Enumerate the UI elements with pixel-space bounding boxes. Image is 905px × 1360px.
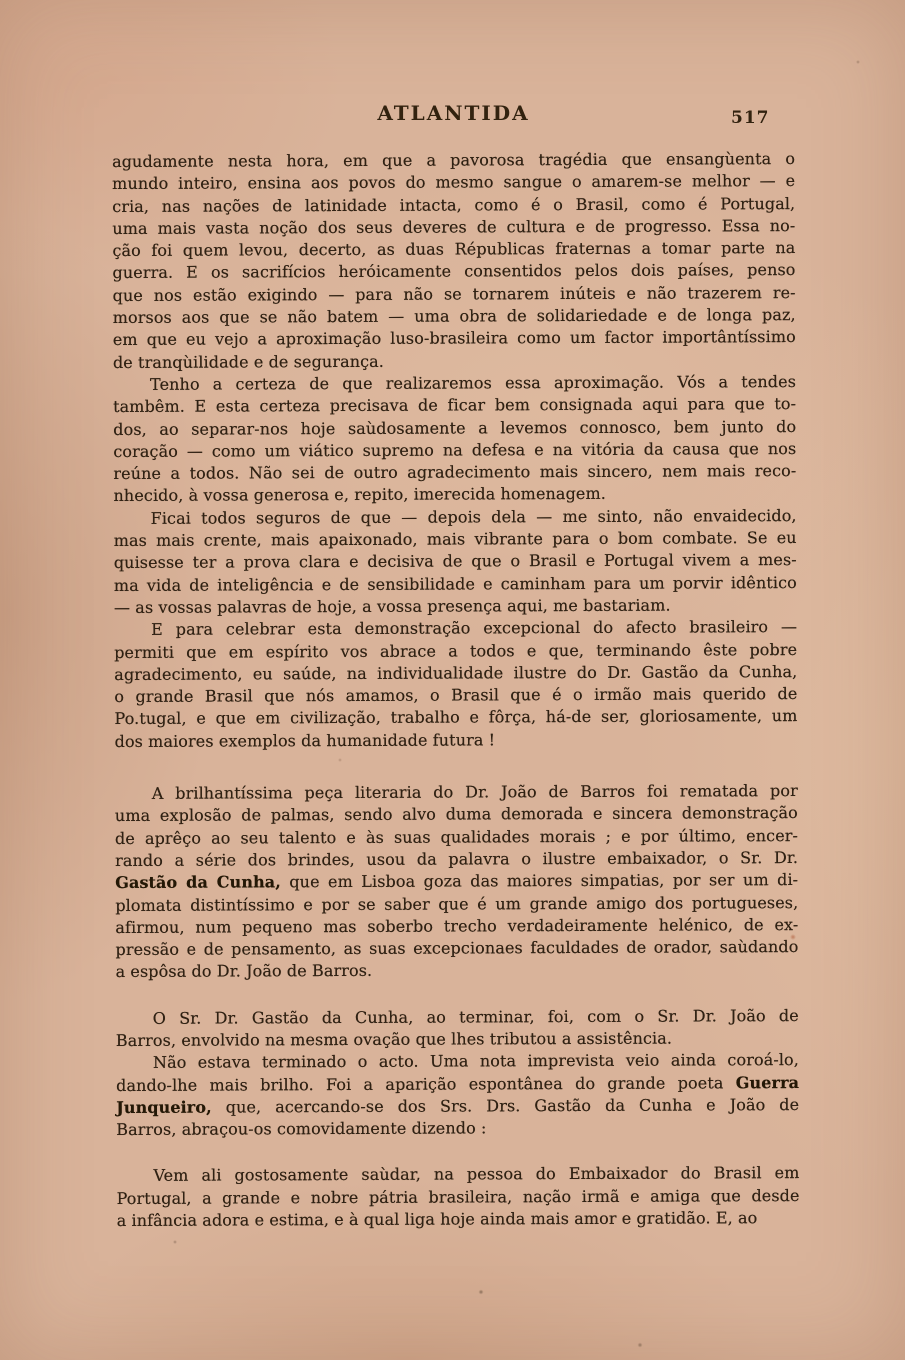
text-line: plomata distintíssimo e por se saber que é um grande amigo dos portugueses, bbox=[115, 892, 799, 915]
text-line: E para celebrar esta demonstração excepcional do afecto brasileiro — bbox=[151, 617, 798, 640]
paragraph-7 bbox=[116, 1049, 799, 1141]
text-line: dando-lhe mais brilho. Foi a aparição espontânea do grande poeta Guerra bbox=[116, 1072, 800, 1095]
text-line: — as vossas palavras de hoje, a vossa presença aqui, me bastariam. bbox=[113, 595, 671, 617]
text-line: Não estava terminado o acto. Uma nota imprevista veio ainda coroá-lo, bbox=[152, 1050, 800, 1073]
running-title: ATLANTIDA bbox=[377, 101, 530, 125]
paragraph-6 bbox=[116, 1005, 799, 1053]
text-line: guerra. E os sacrifícios heróicamente consentidos pelos dois países, penso bbox=[112, 260, 796, 283]
text-line: Ficai todos seguros de que — depois dela — me sinto, não envaidecido, bbox=[150, 505, 797, 528]
paragraph-4 bbox=[114, 616, 798, 753]
text-line: Vem ali gostosamente saùdar, na pessoa do Embaixador do Brasil em bbox=[153, 1163, 800, 1186]
text-line: quisesse ter a prova clara e decisiva de que o Brasil e Portugal vivem a mes- bbox=[113, 550, 797, 573]
text-line: agradecimento, eu saúde, na individualidade ilustre do Dr. Gastão da Cunha, bbox=[114, 661, 798, 684]
paragraph-8 bbox=[116, 1162, 799, 1232]
text-line: nhecido, à vossa generosa e, repito, imerecida homenagem. bbox=[113, 484, 606, 506]
text-line: pressão e de pensamento, as suas excepcionaes faculdades de orador, saùdando bbox=[115, 937, 799, 960]
text-line: Portugal, a grande e nobre pátria brasileira, nação irmã e amiga que desde bbox=[116, 1185, 800, 1208]
text-line: permiti que em espírito vos abrace a todos e que, terminando êste pobre bbox=[114, 639, 798, 662]
text-line: coração — como um viático supremo na defesa e na vitória da causa que nos bbox=[113, 438, 797, 461]
text-line: afirmou, num pequeno mas soberbo trecho verdadeiramente helénico, de ex- bbox=[115, 914, 799, 937]
paragraph-5 bbox=[115, 780, 799, 984]
text-block bbox=[112, 148, 800, 1232]
text-line: de tranqùilidade e de segurança. bbox=[112, 351, 385, 372]
text-line: Tenho a certeza de que realizaremos essa aproximação. Vós a tendes bbox=[149, 371, 797, 394]
text-line: em que eu vejo a aproximação luso-brasileira como um factor importântíssimo bbox=[112, 327, 796, 350]
text-line: Barros, envolvido na mesma ovação que lhes tributou a assistência. bbox=[115, 1028, 673, 1050]
text-line: dos maiores exemplos da humanidade futura ! bbox=[114, 730, 496, 751]
text-line: reúne a todos. Não sei de outro agradecimento mais sincero, nem mais reco- bbox=[113, 461, 797, 484]
text-line: morsos aos que se não batem — uma obra de solidariedade e de longa paz, bbox=[112, 305, 796, 328]
text-line: agudamente nesta hora, em que a pavorosa tragédia que ensangùenta o bbox=[112, 149, 796, 171]
text-line: Barros, abraçou-os comovidamente dizendo : bbox=[116, 1118, 487, 1140]
text-line: dos, ao separar-nos hoje saùdosamente a levemos connosco, bem junto do bbox=[113, 416, 797, 439]
text-line: Junqueiro, que, acercando-se dos Srs. Drs. Gastão da Cunha e João de bbox=[116, 1094, 800, 1117]
text-line: A brilhantíssima peça literaria do Dr. João de Barros foi rematada por bbox=[151, 781, 798, 803]
text-line: a espôsa do Dr. João de Barros. bbox=[115, 961, 373, 982]
text-line: rando a série dos brindes, usou da palavra o ilustre embaixador, o Sr. Dr. bbox=[115, 847, 799, 870]
text-line: mundo inteiro, ensina aos povos do mesmo sangue o amarem-se melhor — e bbox=[112, 171, 796, 194]
text-line: Po.tugal, e que em civilização, trabalho e fôrça, há-de ser, gloriosamente, um bbox=[114, 706, 798, 729]
paragraph-1 bbox=[112, 148, 796, 374]
paragraph-2 bbox=[113, 371, 797, 508]
text-line: a infância adora e estima, e à qual liga hoje ainda mais amor e gratidão. E, ao bbox=[116, 1208, 758, 1231]
text-line: mas mais crente, mais apaixonado, mais vibrante para o bom combate. Se eu bbox=[113, 528, 797, 551]
text-line: que nos estão exigindo — para não se tornarem inúteis e não trazerem re- bbox=[112, 282, 796, 305]
text-line: Gastão da Cunha, que em Lisboa goza das maiores simpatias, por ser um di- bbox=[115, 870, 799, 893]
text-line: tambêm. E esta certeza precisava de ficar bem consignada aqui para que to- bbox=[113, 394, 797, 417]
page-number: 517 bbox=[731, 108, 770, 128]
text-line: cria, nas nações de latinidade intacta, como é o Brasil, como é Portugal, bbox=[112, 193, 796, 216]
text-line: uma explosão de palmas, sendo alvo duma demorada e sincera demonstração bbox=[114, 803, 798, 826]
text-line: uma mais vasta noção dos seus deveres de cultura e de progresso. Essa no- bbox=[112, 215, 796, 238]
text-line: ma vida de inteligência e de sensibilidade e caminham para um porvir idêntico bbox=[113, 572, 797, 595]
paragraph-3 bbox=[114, 505, 797, 619]
text-line: O Sr. Dr. Gastão da Cunha, ao terminar, foi, com o Sr. Dr. João de bbox=[152, 1005, 799, 1028]
text-line: o grande Brasil que nós amamos, o Brasil que é o irmão mais querido de bbox=[114, 684, 798, 707]
text-line: ção foi quem levou, decerto, as duas Républicas fraternas a tomar parte na bbox=[112, 238, 796, 261]
text-line: de aprêço ao seu talento e às suas qualidades morais ; e por último, encer- bbox=[114, 825, 799, 848]
